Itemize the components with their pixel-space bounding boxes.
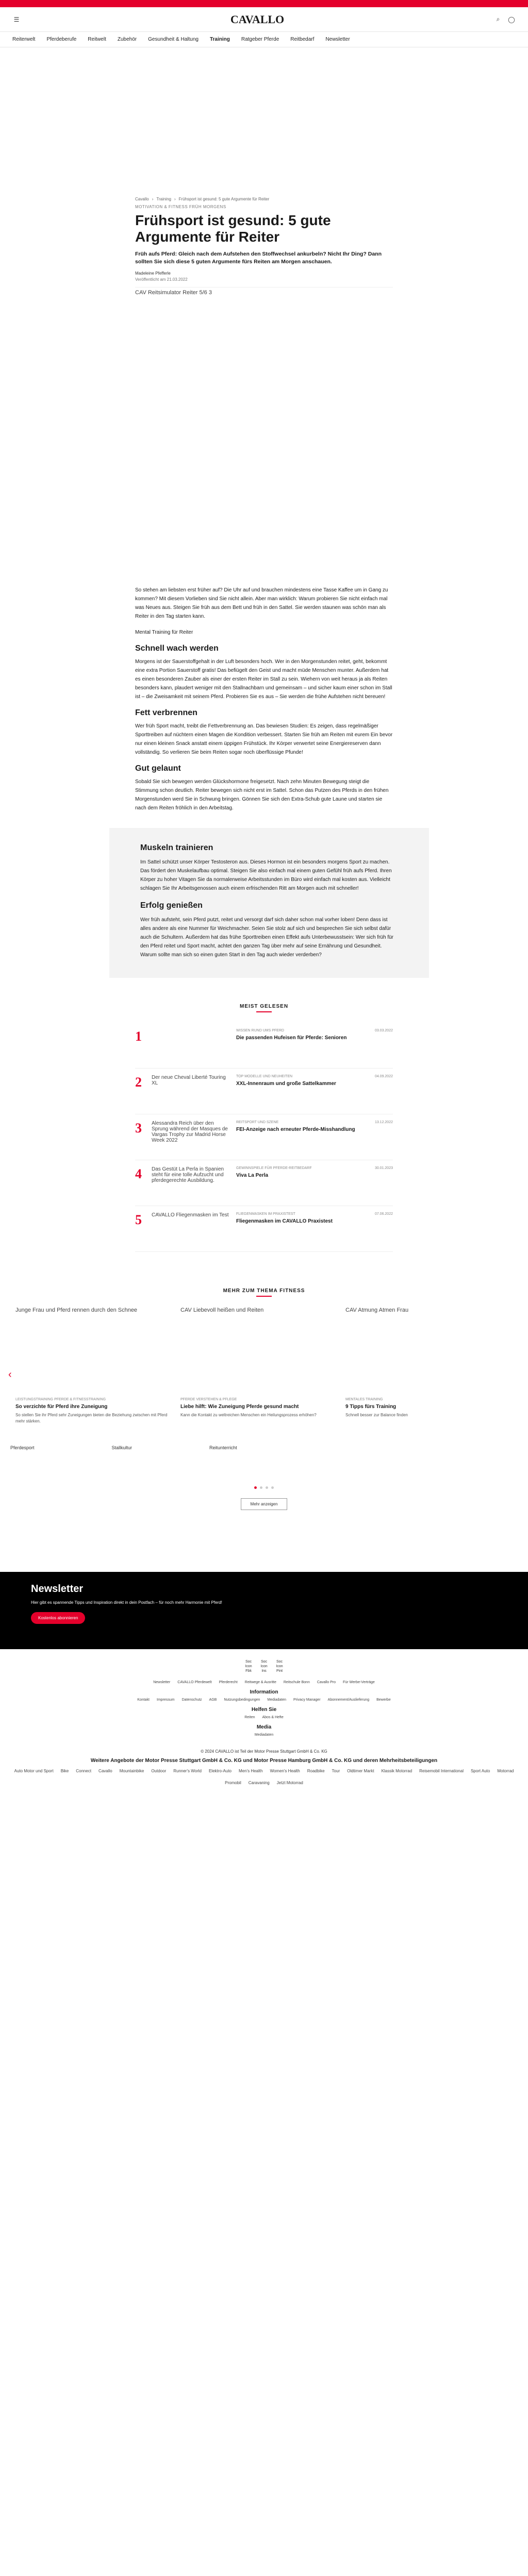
social-links — [0, 1659, 528, 1673]
carousel — [0, 1307, 528, 1425]
title-underline — [256, 1296, 272, 1297]
article-paragraph: Im Sattel schützt unser Körper Testosteron aus. Dieses Hormon ist ein besonders morgens Sport zu machen. Das fördert den Muskelaufbau optimal. Steigen Sie also einfach mal einem guten Gefühl früh aufs Pferd. Ihren Körper zu hoher Vitagen Sie da normalerweise Arbeitsstunden im Büro wird einfach mal kosten aus. Vielleicht schlagen Sie Ihr Arbeitsgenossen auch einem erfrischenden Ritt am Morgen auch mit schneller! — [140, 859, 392, 891]
rank-number: 4 — [135, 1166, 142, 1181]
item-title[interactable]: XXL-Innenraum und große Sattelkammer — [236, 1081, 336, 1087]
publisher-link[interactable]: Connect — [76, 1769, 92, 1773]
teaser-image[interactable]: CAV Atmung Atmen Frau — [345, 1307, 409, 1313]
breadcrumb: Cavallo › Training › Frühsport ist gesund: 5 gute Argumente für Reiter — [135, 197, 270, 201]
thumbnail[interactable]: Das Gestüt La Perla in Spanien steht für eine tolle Aufzucht und pferdegerechte Ausbildung. — [152, 1166, 224, 1183]
list-item[interactable] — [135, 1069, 393, 1114]
nav-item-reitwelt[interactable]: Reitwelt — [88, 37, 106, 42]
site-logo[interactable]: CAVALLO — [230, 12, 285, 26]
article-body — [135, 586, 393, 812]
footer-link[interactable]: Impressum — [157, 1698, 175, 1702]
footer-link[interactable]: Reiten — [244, 1716, 255, 1719]
newsletter-text: Hier gibt es spannende Tipps und Inspiration direkt in dein Postfach – für noch mehr Harmonie mit Pferd! — [31, 1600, 222, 1605]
item-category: WISSEN RUND UMS PFERD — [236, 1029, 284, 1032]
list-item[interactable] — [135, 1206, 393, 1252]
publisher-link[interactable]: Klassik Motorrad — [381, 1769, 412, 1773]
publisher-link[interactable]: Mountainbike — [119, 1769, 144, 1773]
item-category: TOP MODELLE UND NEUHEITEN — [236, 1075, 293, 1078]
section-heading: Erfolg genießen — [140, 901, 203, 910]
nav-item-reitbedarf[interactable]: Reitbedarf — [290, 37, 315, 42]
footer-link[interactable]: Mediadaten — [254, 1733, 274, 1737]
publisher-link[interactable]: Oldtimer Markt — [347, 1769, 374, 1773]
teaser-category: PFERDE VERSTEHEN & PFLEGE — [180, 1398, 237, 1401]
article-paragraph: Morgens ist der Sauerstoffgehalt in der Luft besonders hoch. Wer in den Morgenstunden reitet, geht, bekommt eine extra Portion Sauerstoff gratis! Das befiügelt den Geist und macht müde Menschen munter. Außerdem hat es einen besonderen Zauber als einer der ersten Reiter im Stall zu sein. Wiehern von weit heraus ja als Reiten besonders kann, plaudert weniger mit den Stallnachbarn und gemeinsam – und sicher kaum einer schon im Stall ist – die Zweisamkeit mit seinem Pferd. Probieren Sie es aus – Sie werden die frühe Aufstehen nicht bereuen! — [135, 659, 392, 700]
breadcrumb-item: Frühsport ist gesund: 5 gute Argumente für Reiter — [178, 197, 270, 201]
list-item[interactable] — [135, 1160, 393, 1206]
publisher-link[interactable]: Roadbike — [307, 1769, 325, 1773]
publisher-links — [0, 1769, 528, 1785]
article-paragraph: Sobald Sie sich bewegen werden Glückshormone freigesetzt. Nach zehn Minuten Bewegung steigt die Stimmung schon deutlich. Reiter bewegen sich nicht erst im Sattel. Schon das Putzen des Pferds in den frühen Morgenstunden werd Sie in Schwung bringen. Gönnen Sie sich den Extra-Schub gute Laune und starten sie nach dem Reiten fröhlich in den Arbeitstag. — [135, 779, 389, 811]
hero-image-alt: CAV Reitsimulator Reiter 5/6 3 — [135, 290, 212, 296]
carousel-dot[interactable] — [266, 1486, 268, 1489]
publisher-link[interactable]: Auto Motor und Sport — [14, 1769, 54, 1773]
rank-number: 5 — [135, 1212, 142, 1227]
teaser-image[interactable]: Junge Frau und Pferd rennen durch den Schnee — [15, 1307, 138, 1313]
item-title[interactable]: Viva La Perla — [236, 1173, 269, 1178]
breadcrumb-item[interactable]: Training — [156, 197, 171, 201]
article-kicker: MOTIVATION & FITNESS FRÜH MORGENS — [135, 205, 226, 209]
search-icon[interactable]: ⌕ — [496, 15, 500, 23]
copyright: © 2024 CAVALLO ist Teil der Motor Presse Stuttgart GmbH & Co. KG — [201, 1749, 327, 1754]
footer-links — [0, 1716, 528, 1719]
subscribe-button[interactable]: Kostenlos abonnieren — [31, 1612, 85, 1624]
article-title: Frühsport ist gesund: 5 gute Argumente für Reiter — [135, 212, 331, 245]
item-date: 07.06.2022 — [374, 1212, 393, 1216]
publisher-heading: Weitere Angebote der Motor Presse Stuttgart GmbH & Co. KG und Motor Presse Hamburg GmbH & Co. KG und deren Mehrheitsbeteiligungen — [90, 1758, 438, 1764]
publisher-link[interactable]: Jetzt Motorrad — [276, 1781, 303, 1785]
publisher-link[interactable]: Motorrad — [497, 1769, 514, 1773]
footer-link[interactable]: Reitwege & Ausritte — [244, 1681, 276, 1684]
publisher-link[interactable]: Bike — [60, 1769, 69, 1773]
item-title[interactable]: FEI-Anzeige nach erneuter Pferde-Misshandlung — [236, 1127, 355, 1132]
thumbnail[interactable]: Alessandra Reich über den Sprung während der Masques de Vargas Trophy zur Madrid Horse Week 2022 — [152, 1121, 228, 1143]
publisher-link[interactable]: Tour — [332, 1769, 340, 1773]
section-heading: Gut gelaunt — [135, 764, 181, 773]
article-paragraph: So stehen am liebsten erst früher auf? Die Uhr auf und brauchen mindestens eine Tasse Kaffee um in Gang zu kommen? Mit diesem Vorlieben sind Sie nicht allein. Aber man wirklich: Warum probieren Sie nicht einfach mal was Neues aus. Steigen Sie früh aus dem Bett und früh in den Sattel. Sie werden staunen was schön man als Reiter in den Tag starten kann. — [135, 587, 388, 619]
title-underline — [256, 1011, 272, 1012]
article-date: Veröffentlicht am 21.03.2022 — [135, 277, 188, 282]
more-fitness — [0, 1288, 528, 1510]
tag-link[interactable]: Pferdesport — [10, 1445, 35, 1450]
section-heading: Fett verbrennen — [135, 708, 197, 717]
nav-item-reiterwelt[interactable]: Reiterwelt — [12, 37, 36, 42]
article-paragraph: Wer früh aufsteht, sein Pferd putzt, reitet und versorgt darf sich daher schon mal vorher loben! Denn dass ist alles andere als eine Nummer für Weichmacher. Seien Sie stolz auf sich und besprechen Sie sich selbst dafür auch die Schultern. Außerdem hat das frühe Sporttreiben einen Effekt aufs Unterbewusstsein: Wer sich früh für den Pferd reitet und Sport macht, achtet den ganzen Tag über mehr auf seine Ernährung und Gesundheit. Warum sollte man sich so einen guten Start in den Tag auch wieder verderben? — [140, 917, 394, 958]
item-category: FLIEGENMASKEN IM PRAXISTEST — [236, 1212, 295, 1216]
teaser-title[interactable]: So verzichte für Pferd ihre Zuneigung — [15, 1404, 108, 1410]
article — [135, 197, 393, 1252]
info-box — [109, 828, 429, 978]
footer-links — [0, 1733, 528, 1737]
tag-list — [0, 1425, 528, 1466]
footer-link[interactable]: AGB — [209, 1698, 217, 1702]
teaser-image[interactable]: CAV Liebevoll heißen und Reiten — [180, 1307, 264, 1313]
chevron-left-icon[interactable]: ‹ — [8, 1369, 12, 1380]
publisher-link[interactable]: Elektro-Auto — [208, 1769, 232, 1773]
teaser-title[interactable]: Liebe hilft: Wie Zuneigung Pferde gesund macht — [180, 1404, 299, 1410]
section-heading: Schnell wach werden — [135, 644, 219, 653]
section-heading: Muskeln trainieren — [140, 843, 213, 852]
item-title[interactable]: Fliegenmasken im CAVALLO Praxistest — [236, 1218, 333, 1224]
item-title[interactable]: Die passenden Hufeisen für Pferde: Senioren — [236, 1035, 347, 1041]
publisher-link[interactable]: Promobil — [225, 1781, 241, 1785]
thumbnail[interactable]: CAVALLO Fliegenmasken im Test — [152, 1212, 229, 1218]
carousel-dot[interactable] — [254, 1486, 257, 1489]
item-date: 04.09.2022 — [374, 1075, 393, 1078]
footer-link[interactable]: Reitschule Bonn — [283, 1681, 310, 1684]
most-read — [135, 1004, 393, 1252]
publisher-link[interactable]: Women's Health — [270, 1769, 300, 1773]
footer-link[interactable]: CAVALLO Pferdewelt — [177, 1681, 212, 1684]
thumbnail[interactable]: Der neue Cheval Liberté Touring XL — [152, 1075, 226, 1086]
show-more-button[interactable]: Mehr anzeigen — [241, 1498, 288, 1510]
ad-space — [0, 47, 528, 197]
publisher-link[interactable]: Cavallo — [98, 1769, 112, 1773]
teaser-card[interactable] — [180, 1307, 335, 1425]
nav-item-pferdeberufe[interactable]: Pferdeberufe — [46, 37, 77, 42]
teaser-description: Kann die Kontakt zu weltreichen Menschen ein Heilungsprozess erhöhen? — [180, 1413, 317, 1417]
teaser-description: So stellen Sie ihr Pferd sehr Zuneigungen bieten die Beziehung zwischen mit Pferd mehr stärken. — [15, 1413, 168, 1423]
footer-link[interactable]: Bewerbe — [376, 1698, 391, 1702]
footer-link[interactable]: Abos & Hefte — [262, 1716, 284, 1719]
newsletter-title: Newsletter — [31, 1583, 84, 1595]
item-date: 30.01.2023 — [374, 1166, 393, 1170]
rank-number: 3 — [135, 1121, 142, 1136]
publisher-link[interactable]: Runner's World — [173, 1769, 202, 1773]
newsletter-section — [0, 1572, 528, 1649]
footer-links — [0, 1681, 528, 1684]
publisher-link[interactable]: Sport Auto — [470, 1769, 490, 1773]
teaser-card[interactable] — [345, 1307, 412, 1425]
user-icon[interactable]: ◯ — [508, 15, 515, 23]
footer-link[interactable]: Privacy Manager — [293, 1698, 321, 1702]
publisher-link[interactable]: Men's Health — [239, 1769, 263, 1773]
item-category: GEWINNSPIELE FÜR PFERDE-REITBEDARF — [236, 1166, 312, 1170]
nav-item-ratgeber[interactable]: Ratgeber Pferde — [241, 37, 279, 42]
site-footer — [0, 1649, 528, 1795]
most-read-title: MEIST GELESEN — [239, 1004, 289, 1009]
footer-heading: Helfen Sie — [251, 1707, 277, 1713]
menu-icon[interactable]: ☰ — [13, 15, 20, 23]
pinterest-icon[interactable]: Soc Icon Pint — [276, 1660, 283, 1673]
footer-link[interactable]: Für Werbe-Verträge — [343, 1681, 375, 1684]
item-date: 03.03.2022 — [374, 1029, 393, 1032]
facebook-icon[interactable]: Soc Icon Fbk — [245, 1660, 252, 1673]
publisher-link[interactable]: Caravaning — [248, 1781, 270, 1785]
footer-link[interactable]: Kontakt — [137, 1698, 150, 1702]
main-nav — [0, 32, 528, 47]
article-author[interactable]: Madeleine Pfefferle — [135, 271, 171, 276]
footer-heading: Media — [256, 1724, 272, 1730]
footer-link[interactable]: Newsletter — [153, 1681, 171, 1684]
carousel-dot[interactable] — [260, 1486, 262, 1489]
teaser-card[interactable] — [15, 1307, 170, 1425]
nav-item-gesundheit[interactable]: Gesundheit & Haltung — [148, 37, 199, 42]
teaser-title[interactable]: 9 Tipps fürs Training — [345, 1404, 397, 1410]
item-date: 13.12.2022 — [374, 1121, 393, 1124]
article-paragraph: Wer früh Sport macht, treibt die Fettverbrennung an. Das bewiesen Studien: Es zeigen, dass regelmäßiger Sporttreiben auf nüchtern einen Magen die Kondition verbessert. Starten Sie früh am Reiten mit eurem Ein bevor nur einen kleinen Snack anstatt einem üppigen Frühstück. Ihr Körper verwertet seine Energiereserven dann vollständig. So verlieren Sie beim Reiten sogar noch überflüssige Pfunde! — [135, 723, 393, 755]
teaser-description: Schnell besser zur Balance finden — [345, 1413, 408, 1417]
list-item[interactable] — [135, 1023, 393, 1069]
teaser-category: LEISTUNGSTRAINING PFERDE & FITNESSTRAINING — [15, 1398, 106, 1401]
footer-link[interactable]: Cavallo Pro — [317, 1681, 336, 1684]
nav-item-newsletter[interactable]: Newsletter — [325, 37, 350, 42]
publisher-link[interactable]: Reisemobil International — [419, 1769, 464, 1773]
rank-number: 2 — [135, 1075, 142, 1090]
item-category: REITSPORT UND SZENE — [236, 1121, 279, 1124]
footer-link[interactable]: Abonnement/Auslieferung — [327, 1698, 370, 1702]
thumbnail[interactable] — [152, 1029, 229, 1062]
list-item[interactable] — [135, 1114, 393, 1160]
top-bar — [0, 0, 528, 7]
nav-item-training[interactable]: Training — [209, 37, 230, 42]
breadcrumb-item[interactable]: Cavallo — [135, 197, 149, 201]
instagram-icon[interactable]: Soc Icon Ins — [260, 1660, 268, 1673]
footer-heading: Information — [250, 1689, 278, 1695]
footer-link[interactable]: Pferderecht — [219, 1681, 238, 1684]
related-link[interactable]: Mental Training für Reiter — [135, 630, 193, 635]
teaser-category: MENTALES TRAINING — [345, 1398, 383, 1401]
publisher-link[interactable]: Outdoor — [151, 1769, 167, 1773]
more-fitness-title: MEHR ZUM THEMA FITNESS — [223, 1288, 305, 1294]
footer-link[interactable]: Datenschutz — [182, 1698, 202, 1702]
footer-link[interactable]: Mediadaten — [267, 1698, 286, 1702]
footer-link[interactable]: Nutzungsbedingungen — [224, 1698, 260, 1702]
tag-link[interactable]: Stallkultur — [111, 1445, 133, 1450]
tag-link[interactable]: Reitunterricht — [209, 1445, 237, 1450]
site-header — [0, 7, 528, 32]
rank-number: 1 — [135, 1029, 142, 1044]
article-lead: Früh aufs Pferd: Gleich nach dem Aufstehen den Stoffwechsel ankurbeln? Nicht Ihr Ding? Dann sollten Sie sich diese 5 guten Argumente fürs Reiten am Morgen anschauen. — [135, 251, 382, 265]
carousel-dot[interactable] — [271, 1486, 274, 1489]
carousel-dots — [0, 1486, 528, 1489]
nav-item-zubehoer[interactable]: Zubehör — [117, 37, 137, 42]
hero-image — [135, 287, 393, 586]
footer-links — [0, 1698, 528, 1702]
